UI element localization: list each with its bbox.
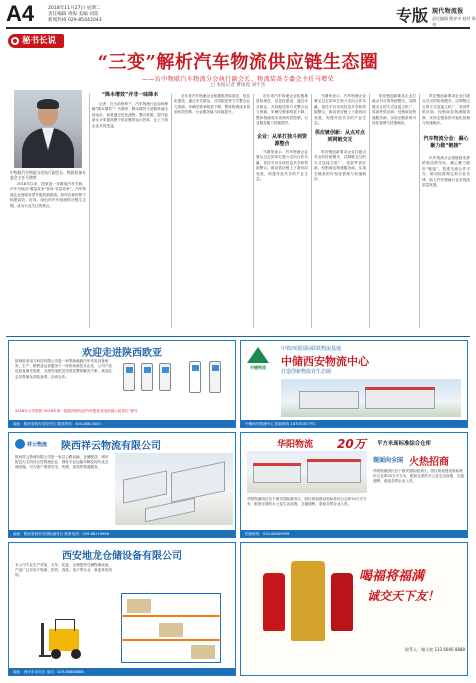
article-paragraph: 供应链创新要求企业打破点对点的传统模式，以网链交互的方式连接主机厂、零部件供应商、经销商及物流服务商，实现全链条的可视化管理与快速响应。 [314,150,366,182]
page-header [0,0,476,36]
column-tag-label: 秘书长说 [22,36,57,46]
header-rule [6,27,470,29]
article-subheading-3: 供应链创新：从点对点到网链交互 [314,130,365,143]
issue-hotline: 新闻热线 029-85442043 [48,18,102,23]
column-tag [8,34,64,48]
ad-dilong-text: 本公司专业生产货架、叉车、托盘、仓储笼等仓储物流设备，产品广泛应用于物流、医药、食品、电子等行业，欢迎来电咨询。 [15,563,113,578]
article-paragraph: 马增荣表示，汽车物流企业要从过去的单打独斗走向合作共赢，依托平台实现信息共享和资源整合，推动供应链上下游协同发展，构建开放共享的产业生态。 [256,150,308,182]
charger-icon [159,363,171,391]
issue-meta [48,6,102,24]
article-column-5 [314,150,366,328]
article-subhead: ——访中物联汽车物流分会执行副会长、物流装备专委会主任马增荣 [141,76,334,83]
xiangyun-park-rendering [115,453,233,525]
charger-icon [123,363,135,391]
ad-zhongchu-xian[interactable] [240,340,468,428]
ad-zhongchu-footer: 中储西安物流中心 招商热线 18705187791 [241,420,467,428]
ad-zhongchu-title: 中储西安物流中心 [281,355,369,368]
article-subheading-4: 汽车物流分会：凝心聚力做“链接” [423,136,469,149]
newspaper-name: 现代物流报 [432,8,464,15]
ad-ouya-title: 欢迎走进陕西欧亚 [82,348,162,359]
ad-ouya-footer: 地址：陕西省西安市经开区 服务热线：400-888-0000 [9,420,235,428]
ad-xiangyun-footer: 地址：陕西省西安市国际港务区 联系电话：029-88119996 [9,530,235,538]
ad-huayang-text: 华阳物流园区位于西安国际港务区，园区规划建设高标准综合仓库20万平方米，配套完善的办公及生活设施，交通便利，欢迎各界企业入驻。 [373,469,464,484]
ad-dilong-footer: 地址：西安市未央区 电话：029-86888888 [9,668,235,676]
article-column-6 [372,94,416,328]
article-column-4a [256,94,308,130]
article-paragraph: 记者：在当前形势下，汽车物流行业如何理解“降本增效”？马增荣：降本增效不是简单地压低运价，而是通过优化流程、整合资源、提升装备水平来提高整个供应链的运行效率，让上下游企业共同受益。 [92,102,168,128]
ad-xiangyun-text: 陕西祥云物流有限公司是一家以公路运输、仓储配送、城市配送为主的综合性物流企业，拥有专业运输车辆及现代化仓储设施，可为客户提供安全、快捷、高效的物流服务。 [15,455,109,470]
ad-liquor-slogan-2: 诚交天下友！ [367,589,440,603]
article-subheading-2: 企业：从单打独斗到资源整合 [256,134,307,147]
issue-date: 2018年11月27日 星期二 [48,6,101,11]
ad-ouya-text: 陕西欧亚电力科技有限公司是一家集新能源汽车充电设备研发、生产、销售及运营服务于一体的高新技术企业，公司产品包括直流充电桩、交流充电桩及充电站整体解决方案，欢迎社会各界朋友莅临参观、洽谈合作。 [15,359,113,379]
ad-liquor[interactable] [240,542,468,676]
article-column-5a [314,94,366,130]
xiangyun-logo-text: 祥云物流 [27,442,48,448]
ad-liquor-slogan: 喝福将福满 [359,569,425,584]
ad-huayang-slogan-a: 现面向全国 [373,457,404,464]
article-column-1 [10,182,86,328]
huayang-warehouse-rendering [247,451,367,493]
section-editor: 责任编辑 熊祥中 校对 陈 刘 [432,16,476,27]
issue-editor: 责任编辑 黄海 美编 刘雷 [48,12,99,17]
article-column-7a [422,94,470,134]
ad-shaanxi-xiangyun[interactable] [8,432,236,538]
article-paragraph: 汽车物流分会将继续发挥桥梁纽带作用，凝心聚力做好“链接”，搭建交流合作平台，推动标准制定和行业自律，助力汽车物流行业实现高质量发展。 [422,156,470,188]
ad-zhongchu-pretitle: 中铁西部国际联铁物流基地 [281,346,342,352]
column-tag-icon [11,37,19,45]
zhongjie-logo-icon [247,347,269,363]
article-paragraph: 供应链创新要求企业打破点对点的传统模式，以网链交互的方式连接主机厂、零部件供应商、经销商及物流服务商，实现全链条的可视化管理与快速响应。 [372,94,416,126]
article-paragraph: 马增荣表示，汽车物流企业要从过去的单打独斗走向合作共赢，依托平台实现信息共享和资源整合，推动供应链上下游协同发展，构建开放共享的产业生态。 [314,94,366,126]
interviewee-photo [14,90,82,168]
ad-huayang-slogan-b: 火热招商 [409,457,449,468]
logistics-center-rendering [281,379,461,417]
ad-dilong-title: 西安地龙仓储设备有限公司 [62,551,182,562]
article-intro: 2018年以来，国家进一步降低汽车关税，汽车市场由“增量竞争”转向“存量竞争”，汽车物流企业面临转型升级的新挑战。如何在新形势下构建高效、协同、绿色的汽车物流供应链生态圈，成为行业关注的焦点。 [10,182,86,208]
article-column-2 [92,102,168,328]
charger-icon [209,361,221,393]
ad-huayang-brand: 华阳物流 [277,440,314,450]
ad-xian-dilong[interactable] [8,542,236,676]
ad-zhongchu-slogan: 打造创新物流业生态圈 [281,369,332,375]
liquor-box-icon [291,561,325,641]
article-column-7 [422,156,470,328]
article-byline: □ 本报记者 曹雨葭 刘宇杰 [210,83,266,88]
pallet-rack-icon [121,593,221,663]
page-number: A4 [6,1,35,26]
charger-icon [141,363,153,391]
forklift-icon [39,619,95,663]
article-column-3 [174,94,250,328]
ad-huayang-footer: 招商热线：029-88009999 [241,530,467,538]
charger-icon [189,361,201,393]
ad-shaanxi-ouya[interactable] [8,340,236,428]
article-subheading-1: “降本增效”并非一味降本 [101,92,159,98]
article-column-4 [256,150,308,328]
liquor-bottle-icon [331,573,353,631]
xiangyun-logo [15,439,57,449]
ad-zhongjie-brand: 中捷物流 [250,365,266,370]
ad-xiangyun-title: 陕西祥云物流有限公司 [61,441,161,452]
xiangyun-logo-icon [15,439,25,449]
article-paragraph: 近年来汽车物流企业积极推进标准化、信息化建设，通过多式联运、共同配送等方式整合运力资源，车辆空驶率明显下降，整体物流成本得到有效控制，行业服务能力持续提升。 [256,94,308,126]
ad-huayang-area: 20万 [337,437,366,451]
photo-caption: 中物联汽车物流分会执行副会长、物流装备专委会主任马增荣 [10,170,86,180]
ad-ouya-highlight: 2018年公司荣获“2018年第一批陕西省电动汽车配套充电设施示范单位”称号 [15,409,138,413]
section-name: 专版 [396,6,429,25]
article-paragraph: 近年来汽车物流企业积极推进标准化、信息化建设，通过多式联运、共同配送等方式整合运力资源，车辆空驶率明显下降，整体物流成本得到有效控制，行业服务能力持续提升。 [174,94,250,115]
ad-huayang-text-left: 华阳物流园区位于西安国际港务区，园区规划建设高标准综合仓库20万平方米，配套完善的办公及生活设施，交通便利，欢迎各界企业入驻。 [247,497,367,507]
liquor-bottle-icon [263,573,285,631]
ad-huayang-title: 平方米高标准综合仓库 [377,441,431,447]
article-paragraph: 供应链创新要求企业打破点对点的传统模式，以网链交互的方式连接主机厂、零部件供应商、经销商及物流服务商，实现全链条的可视化管理与快速响应。 [422,94,470,126]
ad-huayang-logistics[interactable] [240,432,468,538]
ad-liquor-contact: 联系人：谢小波 133 6666 8888 [405,647,465,652]
article-headline[interactable]: “三变”解析汽车物流供应链生态圈 [97,52,379,73]
